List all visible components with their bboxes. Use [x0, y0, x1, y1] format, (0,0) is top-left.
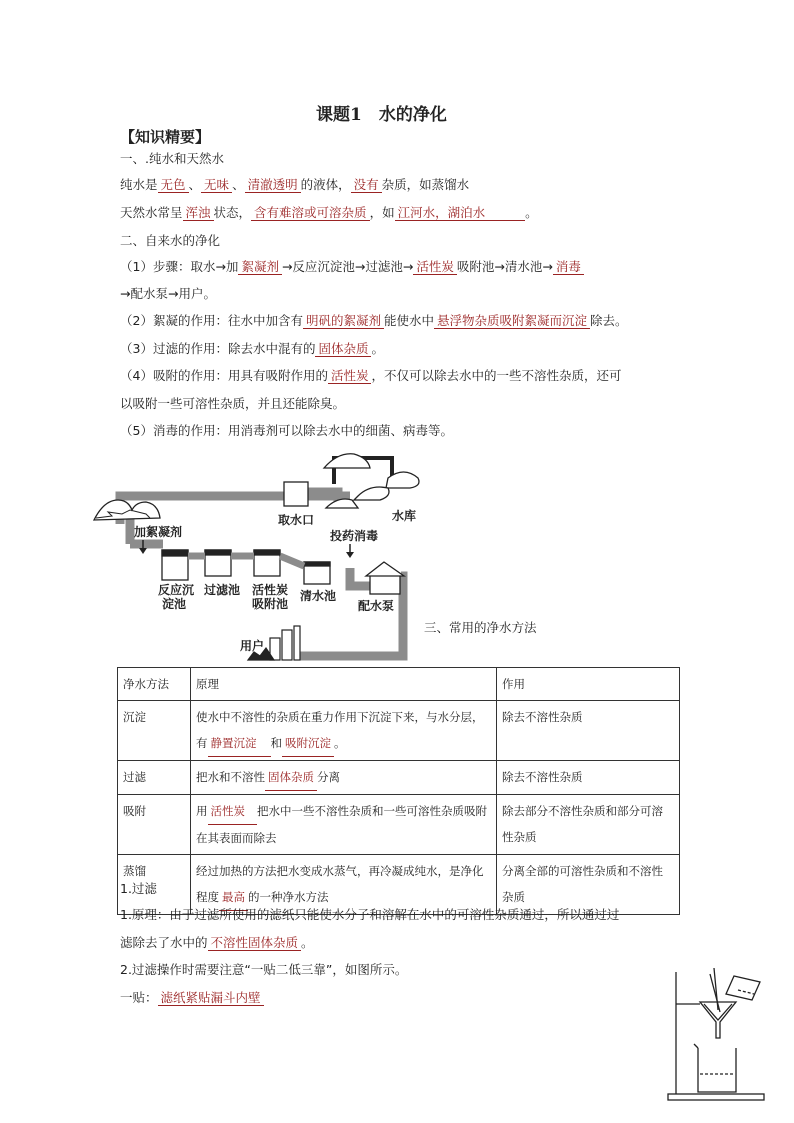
- label-clear-pool: 清水池: [300, 589, 337, 603]
- part2-heading: 二、自来水的净化: [120, 233, 221, 248]
- cell-principle: 经过加热的方法把水变成水蒸气，再冷凝成纯水，是净化程度 最高 的一种净水方法: [191, 855, 497, 915]
- water-treatment-diagram: [88, 448, 428, 666]
- cell-method: 蒸馏: [118, 855, 191, 915]
- label-carbon-2: 吸附池: [252, 597, 289, 611]
- label-sed-2: 淀池: [162, 597, 187, 611]
- cell-method: 过滤: [118, 761, 191, 795]
- cell-effect: 除去不溶性杂质: [497, 761, 680, 795]
- label-carbon-1: 活性炭: [252, 583, 289, 597]
- reservoir-hills-icon: [324, 454, 419, 508]
- label-filter-pool: 过滤池: [204, 583, 241, 597]
- part4-principle-b: 滤除去了水中的 不溶性固体杂质 。: [120, 935, 314, 950]
- cell-effect: 除去部分不溶性杂质和部分可溶性杂质: [497, 795, 680, 855]
- part2-step4: （4）吸附的作用：用具有吸附作用的 活性炭 ，不仅可以除去水中的一些不溶性杂质，还可: [120, 368, 622, 383]
- label-reservoir: 水库: [392, 509, 417, 523]
- page-title: 课题1 水的净化: [316, 105, 447, 125]
- filtration-apparatus-illustration: [664, 966, 770, 1106]
- label-sed-1: 反应沉: [158, 583, 195, 597]
- label-add-coagulant: 加絮凝剂: [134, 525, 183, 539]
- label-intake: 取水口: [278, 513, 315, 527]
- part4-heading: 1.过滤: [120, 881, 157, 896]
- purification-table: [117, 667, 680, 915]
- cell-method: 沉淀: [118, 701, 191, 761]
- mountain-left-icon: [94, 500, 160, 520]
- arrow-down-icon: [139, 548, 147, 554]
- label-pump: 配水泵: [358, 599, 395, 613]
- part4-one-stick: 一贴： 滤纸紧贴漏斗内壁: [120, 989, 264, 1007]
- label-user: 用户: [240, 639, 265, 653]
- table-row: [118, 701, 680, 761]
- pump-house-icon: [366, 562, 404, 594]
- label-dosing: 投药消毒: [330, 529, 379, 543]
- section-header: 【知识精要】: [120, 128, 211, 146]
- part4-note: 2.过滤操作时需要注意“一贴二低三靠”，如图所示。: [120, 962, 408, 977]
- part2-step2: （2）絮凝的作用：往水中加含有 明矾的絮凝剂 能使水中 悬浮物杂质吸附絮凝而沉淀 除去。: [120, 313, 628, 328]
- table-row: [118, 795, 680, 855]
- header-effect: 作用: [497, 668, 680, 701]
- pouring-beaker-icon: [726, 976, 760, 1000]
- cell-effect: 分离全部的可溶性杂质和不溶性杂质: [497, 855, 680, 915]
- part1-line1: 纯水是 无色 、 无味 、 清澈透明 的液体， 没有 杂质，如蒸馏水: [120, 177, 470, 192]
- beaker-icon: [698, 1048, 736, 1092]
- part2-step1-cont: →配水泵→用户。: [120, 286, 216, 301]
- part2-step4-cont: 以吸附一些可溶性杂质，并且还能除臭。: [120, 396, 346, 411]
- part2-step1: （1）步骤：取水→加 絮凝剂 →反应沉淀池→过滤池→ 活性炭 吸附池→清水池→ 消毒: [120, 258, 584, 276]
- arrow-down-icon: [346, 552, 354, 558]
- cell-principle: 使水中不溶性的杂质在重力作用下沉淀下来，与水分层，有 静置沉淀 和 吸附沉淀 。: [191, 701, 497, 761]
- part2-step5: （5）消毒的作用：用消毒剂可以除去水中的细菌、病毒等。: [120, 423, 453, 438]
- cell-principle: 把水和不溶性 固体杂质 分离: [191, 761, 497, 795]
- part1-heading: 一、.纯水和天然水: [120, 151, 224, 166]
- cell-effect: 除去不溶性杂质: [497, 701, 680, 761]
- part2-step3: （3）过滤的作用：除去水中混有的 固体杂质 。: [120, 341, 384, 356]
- cell-principle: 用 活性炭 把水中一些不溶性杂质和一些可溶性杂质吸附在其表面而除去: [191, 795, 497, 855]
- part4-principle-a: 1.原理：由于过滤所使用的滤纸只能使水分子和溶解在水中的可溶性杂质通过，所以通过过: [120, 907, 620, 922]
- part3-heading: 三、常用的净水方法: [424, 620, 537, 635]
- cell-method: 吸附: [118, 795, 191, 855]
- part1-line2: 天然水常呈 浑浊 状态， 含有难溶或可溶杂质 ，如 江河水，湖泊水 。: [120, 205, 538, 220]
- header-principle: 原理: [191, 668, 497, 701]
- header-method: 净水方法: [118, 668, 191, 701]
- intake-box-icon: [284, 482, 308, 506]
- table-row: [118, 761, 680, 795]
- stand-base-icon: [668, 1094, 764, 1100]
- table-header-row: [118, 668, 680, 701]
- pipe-tanks-pump: [350, 568, 370, 586]
